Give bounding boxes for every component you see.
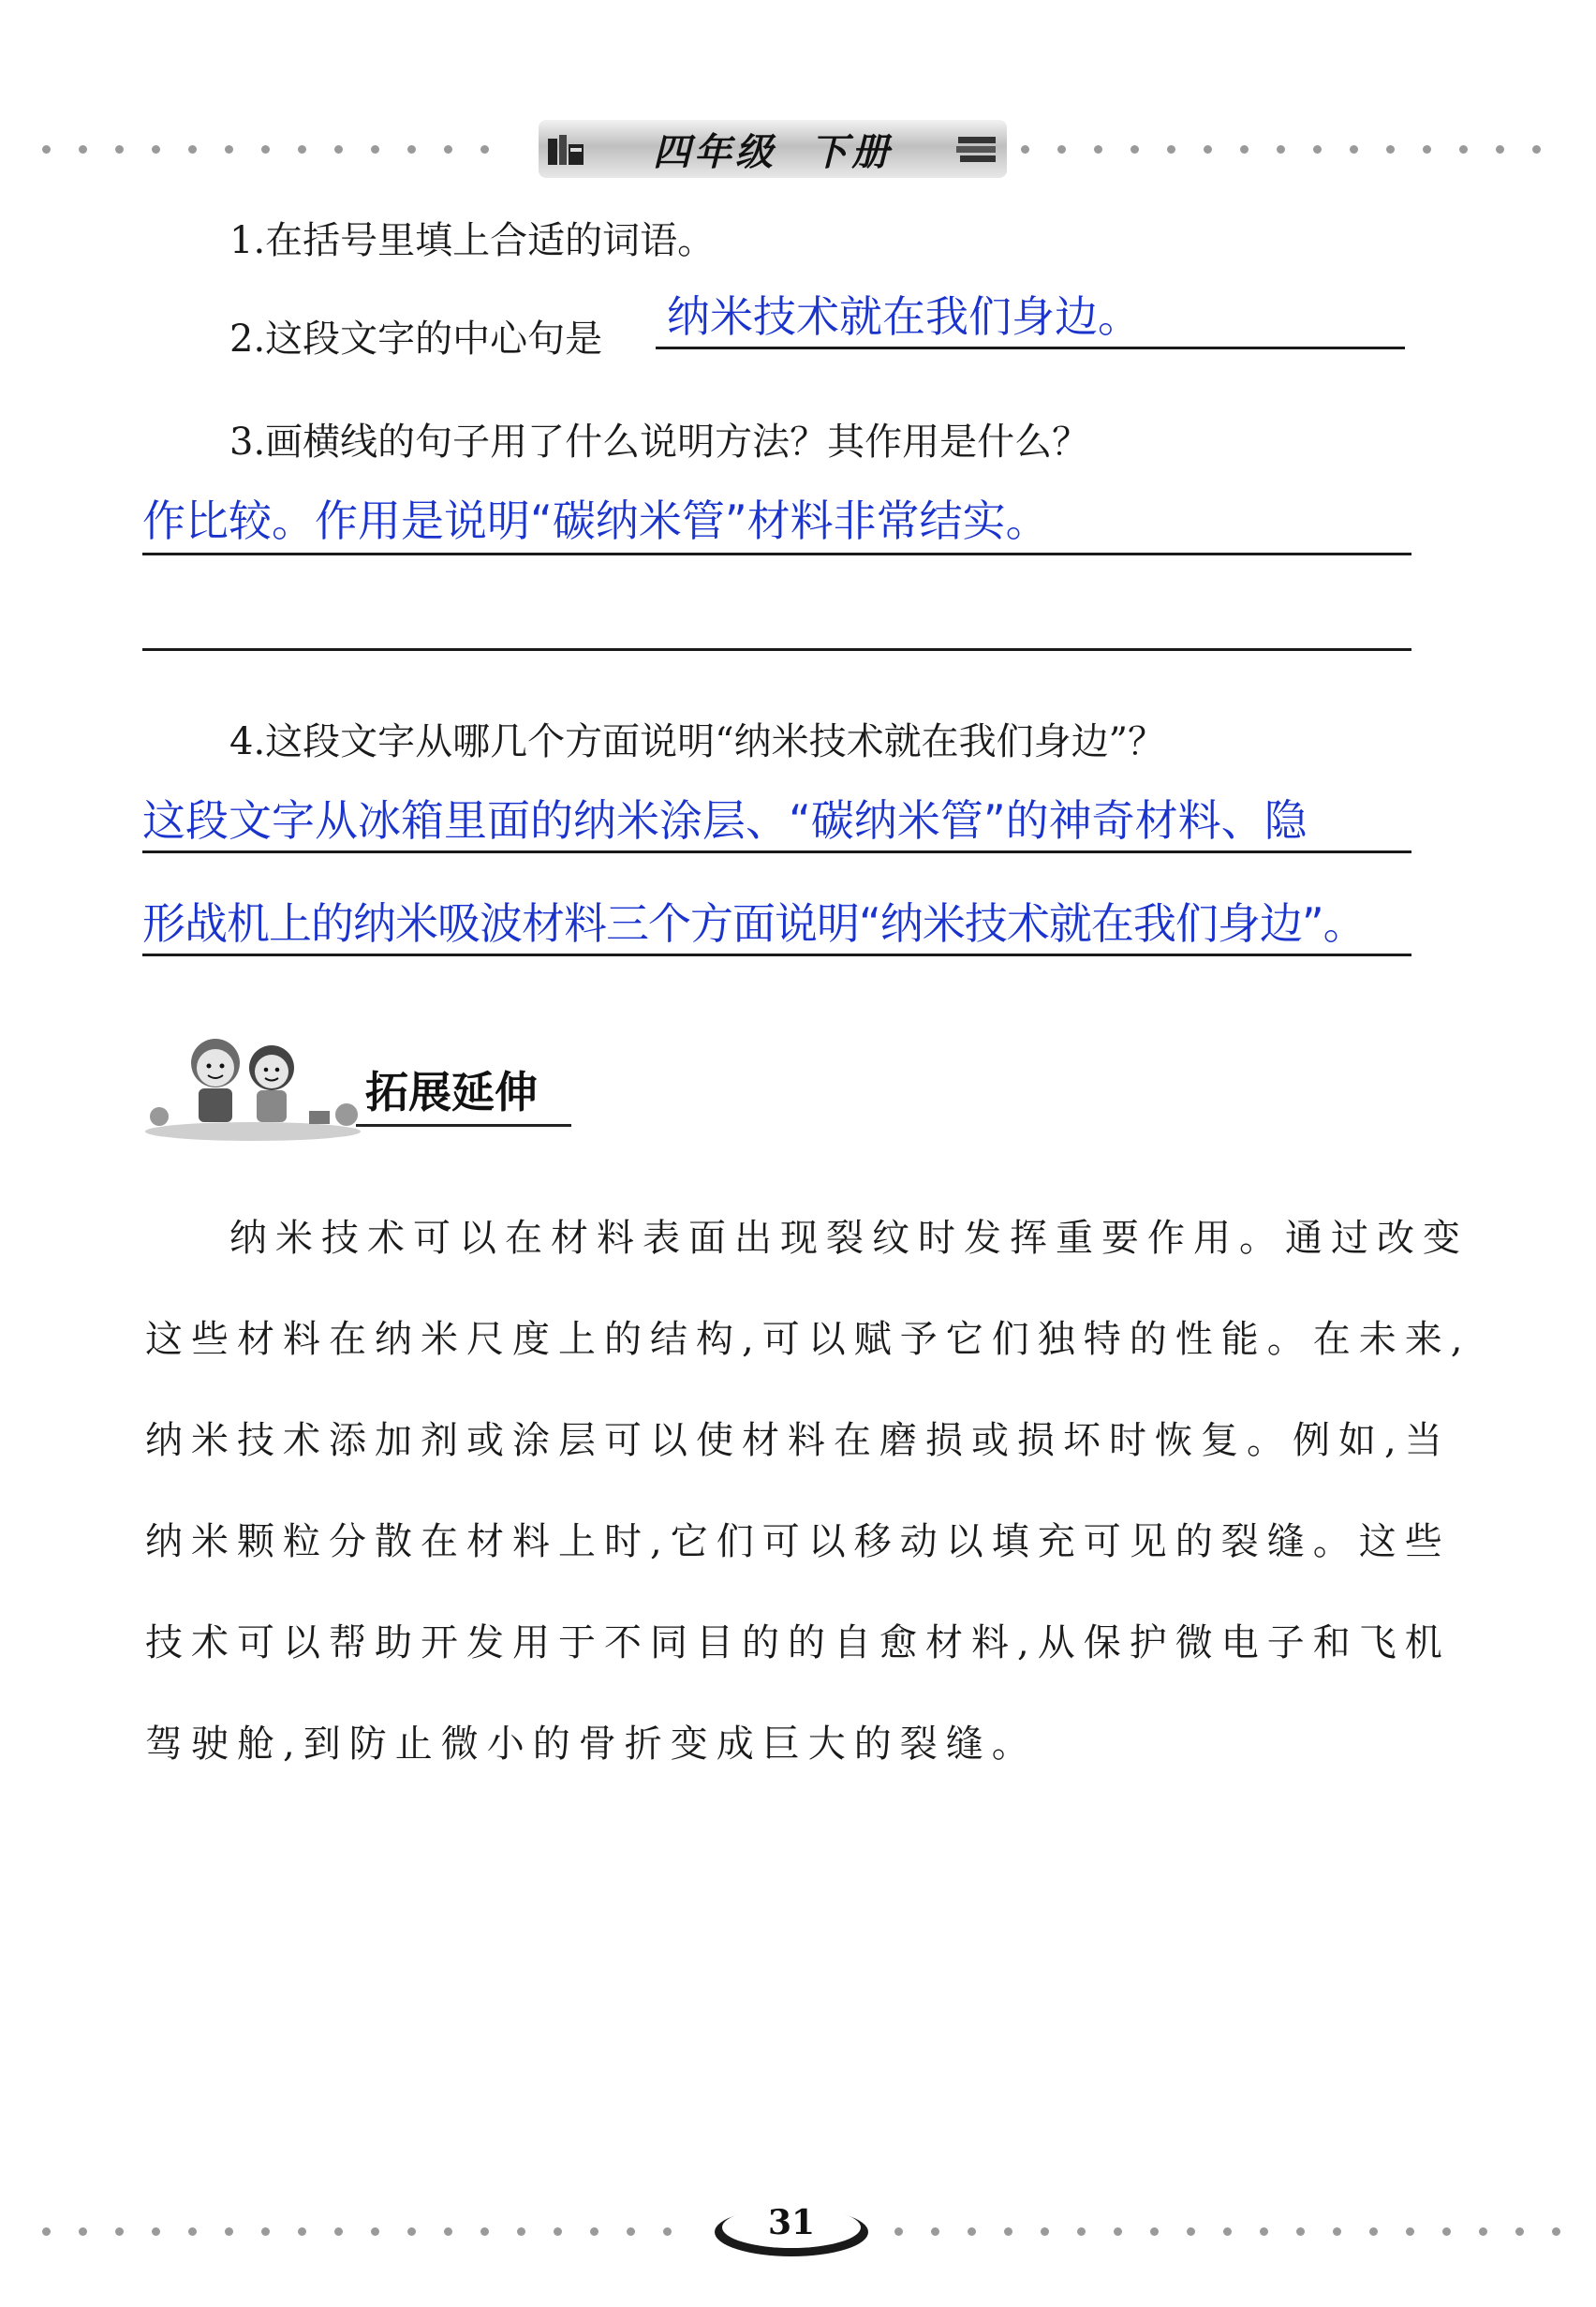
answer-3-line-1 — [142, 553, 1411, 555]
answer-3: 作比较。作用是说明“碳纳米管”材料非常结实。 — [142, 495, 1049, 546]
question-4: 4.这段文字从哪几个方面说明“纳米技术就在我们身边”？ — [229, 720, 1166, 763]
answer-4-line-2-text: 形战机上的纳米吸波材料三个方面说明“纳米技术就在我们身边”。 — [142, 898, 1366, 949]
passage-line: 驾驶舱,到防止微小的骨折变成巨大的裂缝。 — [145, 1723, 1038, 1766]
stacked-books-icon — [954, 133, 999, 165]
footer-dots-right — [894, 2225, 1560, 2238]
passage-line: 纳米颗粒分散在材料上时,它们可以移动以填充可见的裂缝。这些 — [145, 1520, 1451, 1563]
answer-4-line-1-text: 这段文字从冰箱里面的纳米涂层、“碳纳米管”的神奇材料、隐 — [142, 795, 1308, 846]
footer-dots-left — [42, 2225, 672, 2238]
answer-3-line-2 — [142, 648, 1411, 651]
page-number: 31 — [767, 2203, 816, 2242]
header-dots-right — [1021, 142, 1541, 155]
answer-2-line — [656, 347, 1405, 349]
passage-line: 技术可以帮助开发用于不同目的的自愈材料,从保护微电子和飞机 — [145, 1621, 1451, 1664]
header-banner — [539, 120, 1007, 178]
passage-line: 这些材料在纳米尺度上的结构,可以赋予它们独特的性能。在未来, — [145, 1318, 1471, 1361]
section-title-underline — [356, 1124, 571, 1127]
two-children-icon — [140, 1021, 365, 1143]
header-dots-left — [42, 142, 489, 155]
question-1: 1.在括号里填上合适的词语。 — [229, 219, 716, 262]
answer-4-line-2 — [142, 954, 1411, 956]
header-title: 四年级 下册 — [653, 130, 893, 174]
section-title: 拓展延伸 — [365, 1067, 538, 1117]
books-icon — [546, 131, 587, 167]
question-2: 2.这段文字的中心句是 — [229, 318, 603, 361]
answer-2: 纳米技术就在我们身边。 — [667, 291, 1141, 342]
passage-line: 纳米技术可以在材料表面出现裂纹时发挥重要作用。通过改变 — [229, 1217, 1469, 1260]
question-3: 3.画横线的句子用了什么说明方法？其作用是什么？ — [229, 421, 1090, 464]
answer-4-line-1 — [142, 850, 1411, 853]
passage-line: 纳米技术添加剂或涂层可以使材料在磨损或损坏时恢复。例如,当 — [145, 1419, 1451, 1462]
